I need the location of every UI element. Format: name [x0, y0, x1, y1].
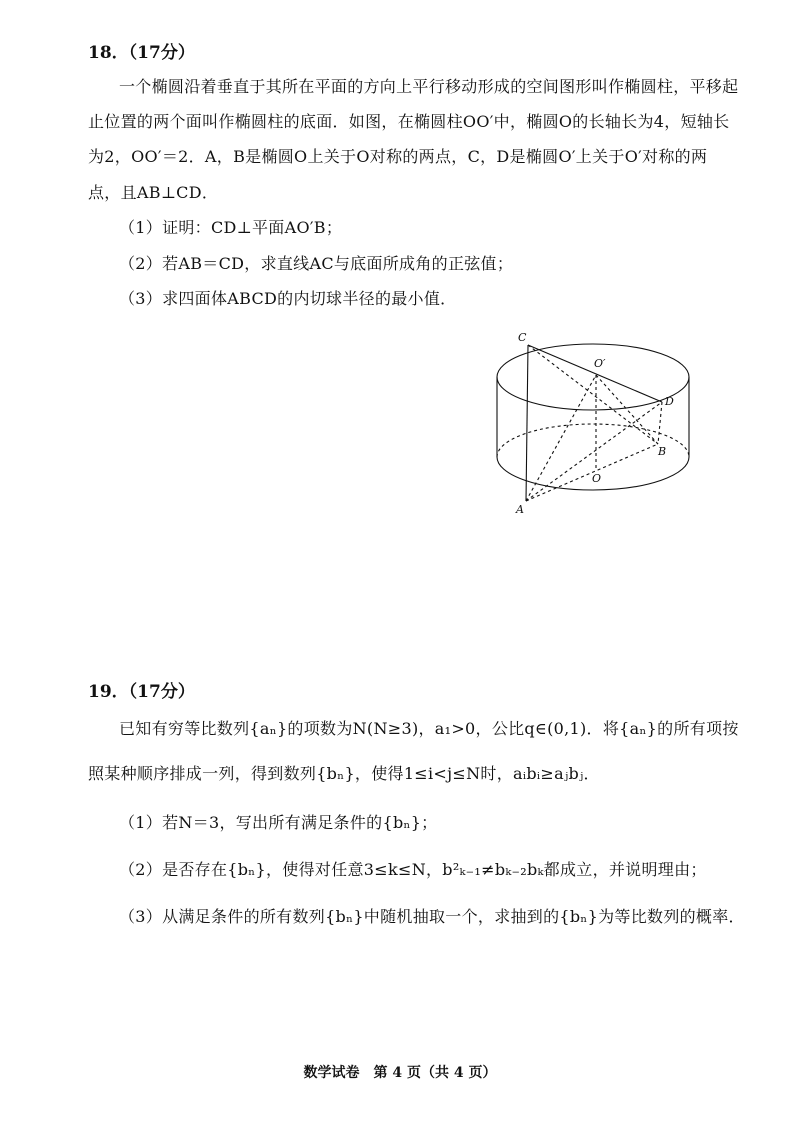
label-O: O: [592, 472, 602, 485]
segment-AO-prime: [526, 375, 596, 501]
segment-AC: [526, 345, 528, 501]
q19-part-2: （2）是否存在{bₙ}，使得对任意3≤k≤N，b²ₖ₋₁≠bₖ₋₂bₖ都成立，并说明理由；: [119, 860, 707, 879]
q18-part-1: （1）证明：CD⊥平面AO′B；: [119, 218, 343, 237]
elliptic-cylinder-figure: [488, 327, 698, 517]
question-18-heading: 18．（17分）: [88, 43, 195, 63]
q19-stem-line-2: 照某种顺序排成一列，得到数列{bₙ}，使得1≤i<j≤N时，aᵢbᵢ≥aⱼbⱼ．: [88, 764, 600, 783]
segment-DB: [658, 402, 662, 444]
q18-part-2: （2）若AB＝CD，求直线AC与底面所成角的正弦值；: [119, 254, 514, 273]
segment-AD: [526, 402, 662, 501]
top-ellipse: [497, 344, 689, 410]
label-A: A: [516, 503, 524, 516]
label-O-prime: O′: [594, 357, 606, 370]
label-C: C: [518, 331, 527, 344]
q18-stem-line-2: 止位置的两个面叫作椭圆柱的底面．如图，在椭圆柱OO′中，椭圆O的长轴长为4，短轴长: [88, 112, 730, 131]
q18-stem-line-1: 一个椭圆沿着垂直于其所在平面的方向上平行移动形成的空间图形叫作椭圆柱，平移起: [119, 77, 739, 96]
label-D: D: [665, 395, 674, 408]
segment-CD: [528, 345, 662, 402]
q19-part-3: （3）从满足条件的所有数列{bₙ}中随机抽取一个，求抽到的{bₙ}为等比数列的概率．: [119, 907, 745, 926]
segment-CB: [528, 345, 658, 444]
q18-part-3: （3）求四面体ABCD的内切球半径的最小值．: [119, 289, 457, 308]
question-19-heading: 19．（17分）: [88, 682, 195, 702]
q19-stem-line-1: 已知有穷等比数列{aₙ}的项数为N(N≥3)，a₁>0，公比q∈(0,1)．将{aₙ}的所有项按: [119, 719, 739, 738]
cylinder-diagram: [488, 327, 698, 517]
q19-part-1: （1）若N＝3，写出所有满足条件的{bₙ}；: [119, 813, 438, 832]
page-footer: 数学试卷 第 4 页（共 4 页）: [303, 1065, 497, 1081]
label-B: B: [658, 445, 667, 458]
q18-stem-line-4: 点，且AB⊥CD．: [88, 183, 219, 202]
q18-stem-line-3: 为2，OO′＝2．A，B是椭圆O上关于O对称的两点，C，D是椭圆O′上关于O′对称的两: [88, 147, 708, 166]
